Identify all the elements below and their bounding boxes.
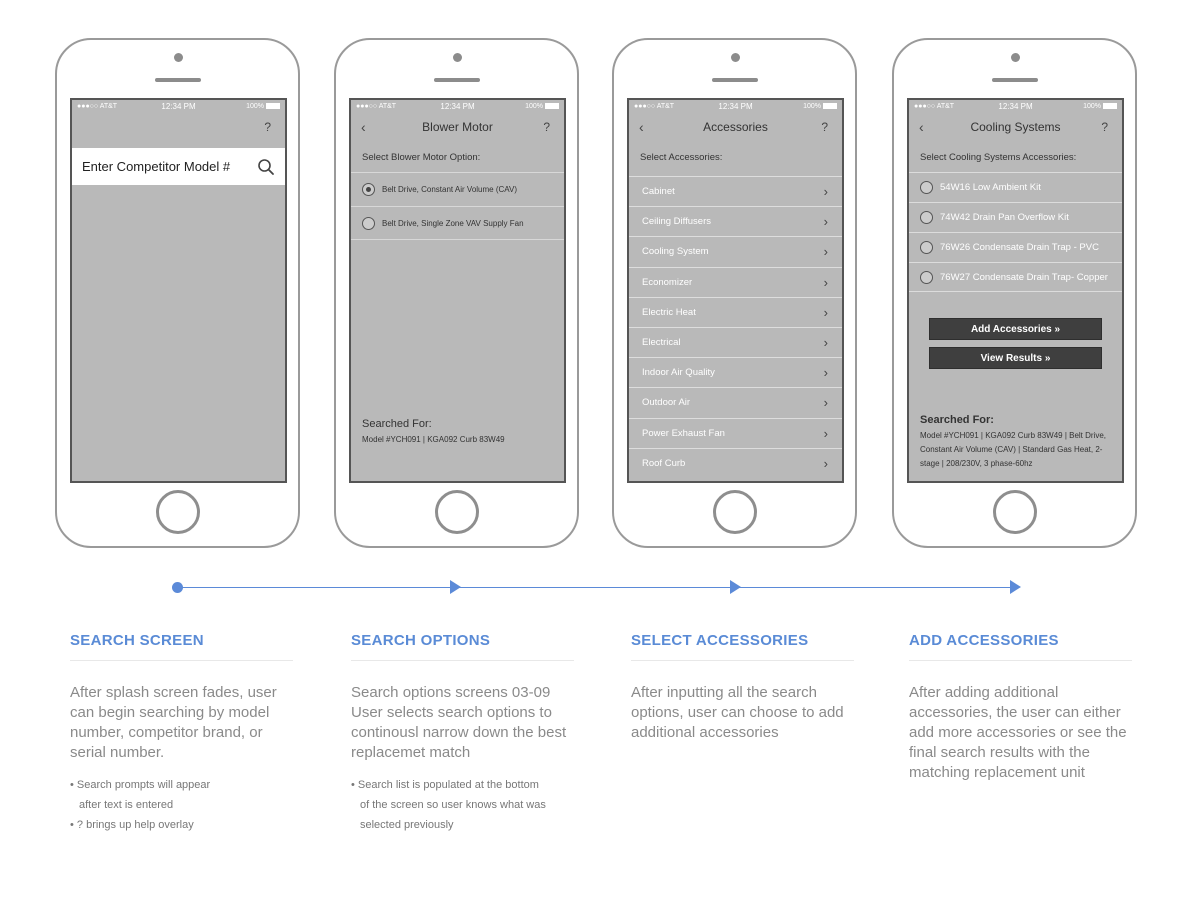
carrier-label: ●●●○○ AT&T (634, 102, 675, 110)
radio-icon[interactable] (920, 181, 933, 194)
help-icon[interactable]: ? (543, 120, 550, 134)
chevron-right-icon: › (823, 304, 828, 320)
screen (70, 98, 287, 483)
carrier-label: ●●●○○ AT&T (77, 102, 118, 110)
help-icon[interactable]: ? (264, 120, 271, 134)
list-item[interactable] (629, 357, 842, 387)
section-subtitle: Select Blower Motor Option: (362, 152, 481, 163)
clock-label: 12:34 PM (440, 101, 475, 111)
note-item: after text is entered (79, 799, 174, 811)
step-select-accessories (631, 632, 854, 743)
help-icon[interactable]: ? (821, 120, 828, 134)
home-button[interactable] (993, 490, 1037, 534)
list-item-label: Electric Heat (642, 306, 696, 318)
search-input[interactable]: Enter Competitor Model # (82, 159, 231, 174)
speaker-icon (712, 78, 758, 82)
step-title: SELECT ACCESSORIES (631, 632, 854, 661)
step-title: SEARCH OPTIONS (351, 632, 574, 661)
chevron-right-icon: › (823, 455, 828, 471)
add-accessories-button[interactable]: Add Accessories » (929, 318, 1102, 340)
step-title: SEARCH SCREEN (70, 632, 293, 661)
list-item[interactable] (629, 327, 842, 357)
list-item-label: Indoor Air Quality (642, 367, 715, 379)
camera-icon (453, 53, 462, 62)
navbar (72, 112, 285, 142)
home-button[interactable] (713, 490, 757, 534)
note-item: • Search list is populated at the bottom (351, 779, 539, 791)
section-subtitle: Select Accessories: (640, 152, 723, 163)
searched-detail: Model #YCH091 | KGA092 Curb 83W49 | Belt Drive, Constant Air Volume (CAV) | Standard Gas Heat, 2-stage | 208/230V, 3 phase-60hz (920, 431, 1107, 468)
note-item: • Search prompts will appear (70, 779, 211, 791)
battery-label: 100% (1083, 102, 1101, 110)
view-results-button[interactable]: View Results » (929, 347, 1102, 369)
searched-title: Searched For: (362, 418, 432, 430)
list-item[interactable] (629, 236, 842, 266)
status-bar (72, 100, 285, 112)
list-item-label: Power Exhaust Fan (642, 427, 725, 439)
radio-icon[interactable] (362, 217, 375, 230)
list-item-label: Electrical (642, 337, 681, 349)
list-item[interactable] (629, 176, 842, 206)
step-description: After inputting all the search options, user can choose to add additional accessories (631, 684, 844, 741)
radio-icon[interactable] (920, 211, 933, 224)
list-item-label: Cabinet (642, 186, 675, 198)
list-item[interactable] (629, 387, 842, 417)
page-title: Blower Motor (422, 120, 493, 134)
screen (907, 98, 1124, 483)
list-item[interactable] (629, 206, 842, 236)
home-button[interactable] (156, 490, 200, 534)
list-item[interactable] (629, 297, 842, 327)
speaker-icon (992, 78, 1038, 82)
radio-icon[interactable] (920, 241, 933, 254)
list-item-label: Economizer (642, 276, 693, 288)
battery-label: 100% (525, 102, 543, 110)
step-add-accessories (909, 632, 1132, 783)
note-item: selected previously (360, 819, 454, 831)
chevron-right-icon: › (823, 184, 828, 200)
carrier-label: ●●●○○ AT&T (914, 102, 955, 110)
back-chevron-icon[interactable]: ‹ (639, 119, 644, 135)
status-bar (351, 100, 564, 112)
chevron-right-icon: › (823, 274, 828, 290)
navbar (351, 112, 564, 142)
chevron-right-icon: › (823, 425, 828, 441)
step-notes (70, 775, 293, 835)
step-description: After adding additional accessories, the user can either add more accessories or see the final search results with the matching replacement unit (909, 684, 1127, 781)
phone-search-options (334, 38, 579, 548)
step-description: Search options screens 03-09 User selects search options to continousl narrow down the best replacemet match (351, 684, 567, 761)
step-title: ADD ACCESSORIES (909, 632, 1132, 661)
navbar (629, 112, 842, 142)
step-notes (351, 775, 574, 835)
battery-label: 100% (246, 102, 264, 110)
camera-icon (174, 53, 183, 62)
status-bar (909, 100, 1122, 112)
chevron-right-icon: › (823, 395, 828, 411)
list-item[interactable] (629, 448, 842, 478)
list-item[interactable] (629, 418, 842, 448)
clock-label: 12:34 PM (161, 101, 196, 111)
option-label: 76W27 Condensate Drain Trap- Copper (940, 271, 1108, 283)
option-label: Belt Drive, Constant Air Volume (CAV) (382, 185, 518, 194)
screen (627, 98, 844, 483)
list-item-label: Outdoor Air (642, 397, 691, 409)
phone-search-screen (55, 38, 300, 548)
option-row[interactable] (909, 202, 1122, 232)
chevron-right-icon: › (823, 335, 828, 351)
option-label: 76W26 Condensate Drain Trap - PVC (940, 242, 1099, 253)
note-item: of the screen so user knows what was (360, 799, 546, 811)
page-title: Accessories (703, 120, 768, 134)
timeline-start-dot (172, 582, 183, 593)
phone-add-accessories (892, 38, 1137, 548)
searched-detail: Model #YCH091 | KGA092 Curb 83W49 (362, 435, 505, 444)
screen (349, 98, 566, 483)
phone-select-accessories (612, 38, 857, 548)
option-row[interactable] (909, 172, 1122, 202)
speaker-icon (155, 78, 201, 82)
option-list (351, 172, 564, 240)
list-item-label: Ceiling Diffusers (642, 216, 711, 228)
clock-label: 12:34 PM (998, 101, 1033, 111)
option-row[interactable] (351, 206, 564, 240)
camera-icon (731, 53, 740, 62)
option-row[interactable] (909, 262, 1122, 292)
back-chevron-icon[interactable]: ‹ (361, 119, 366, 135)
note-item: • ? brings up help overlay (70, 819, 194, 831)
accessory-list (629, 176, 842, 478)
timeline-arrow-icon (450, 580, 461, 594)
option-row[interactable] (351, 172, 564, 206)
step-search-options (351, 632, 574, 835)
option-row[interactable] (909, 232, 1122, 262)
carrier-label: ●●●○○ AT&T (356, 102, 397, 110)
step-search-screen (70, 632, 293, 835)
status-bar (629, 100, 842, 112)
battery-label: 100% (803, 102, 821, 110)
chevron-right-icon: › (823, 365, 828, 381)
timeline-arrow-icon (1010, 580, 1021, 594)
radio-selected-icon[interactable] (362, 183, 375, 196)
flow-timeline (177, 587, 1017, 588)
list-item[interactable] (629, 267, 842, 297)
radio-icon[interactable] (920, 271, 933, 284)
search-icon[interactable] (257, 158, 275, 176)
chevron-right-icon: › (823, 244, 828, 260)
option-list (909, 172, 1122, 292)
section-subtitle: Select Cooling Systems Accessories: (920, 152, 1077, 163)
help-icon[interactable]: ? (1101, 120, 1108, 134)
page-title: Cooling Systems (970, 120, 1061, 134)
home-button[interactable] (435, 490, 479, 534)
chevron-right-icon: › (823, 214, 828, 230)
searched-for-panel (920, 414, 1112, 471)
list-item-label: Roof Curb (642, 457, 686, 469)
clock-label: 12:34 PM (718, 101, 753, 111)
searched-title: Searched For: (920, 414, 994, 426)
searched-for-panel (362, 418, 554, 447)
speaker-icon (434, 78, 480, 82)
navbar (909, 112, 1122, 142)
option-label: 54W16 Low Ambient Kit (940, 182, 1041, 193)
timeline-arrow-icon (730, 580, 741, 594)
step-description: After splash screen fades, user can begin searching by model number, competitor brand, or serial number. (70, 684, 277, 761)
option-label: Belt Drive, Single Zone VAV Supply Fan (382, 218, 524, 228)
camera-icon (1011, 53, 1020, 62)
search-bar[interactable] (72, 148, 285, 185)
list-item-label: Cooling System (642, 246, 709, 258)
option-label: 74W42 Drain Pan Overflow Kit (940, 212, 1069, 223)
back-chevron-icon[interactable]: ‹ (919, 119, 924, 135)
